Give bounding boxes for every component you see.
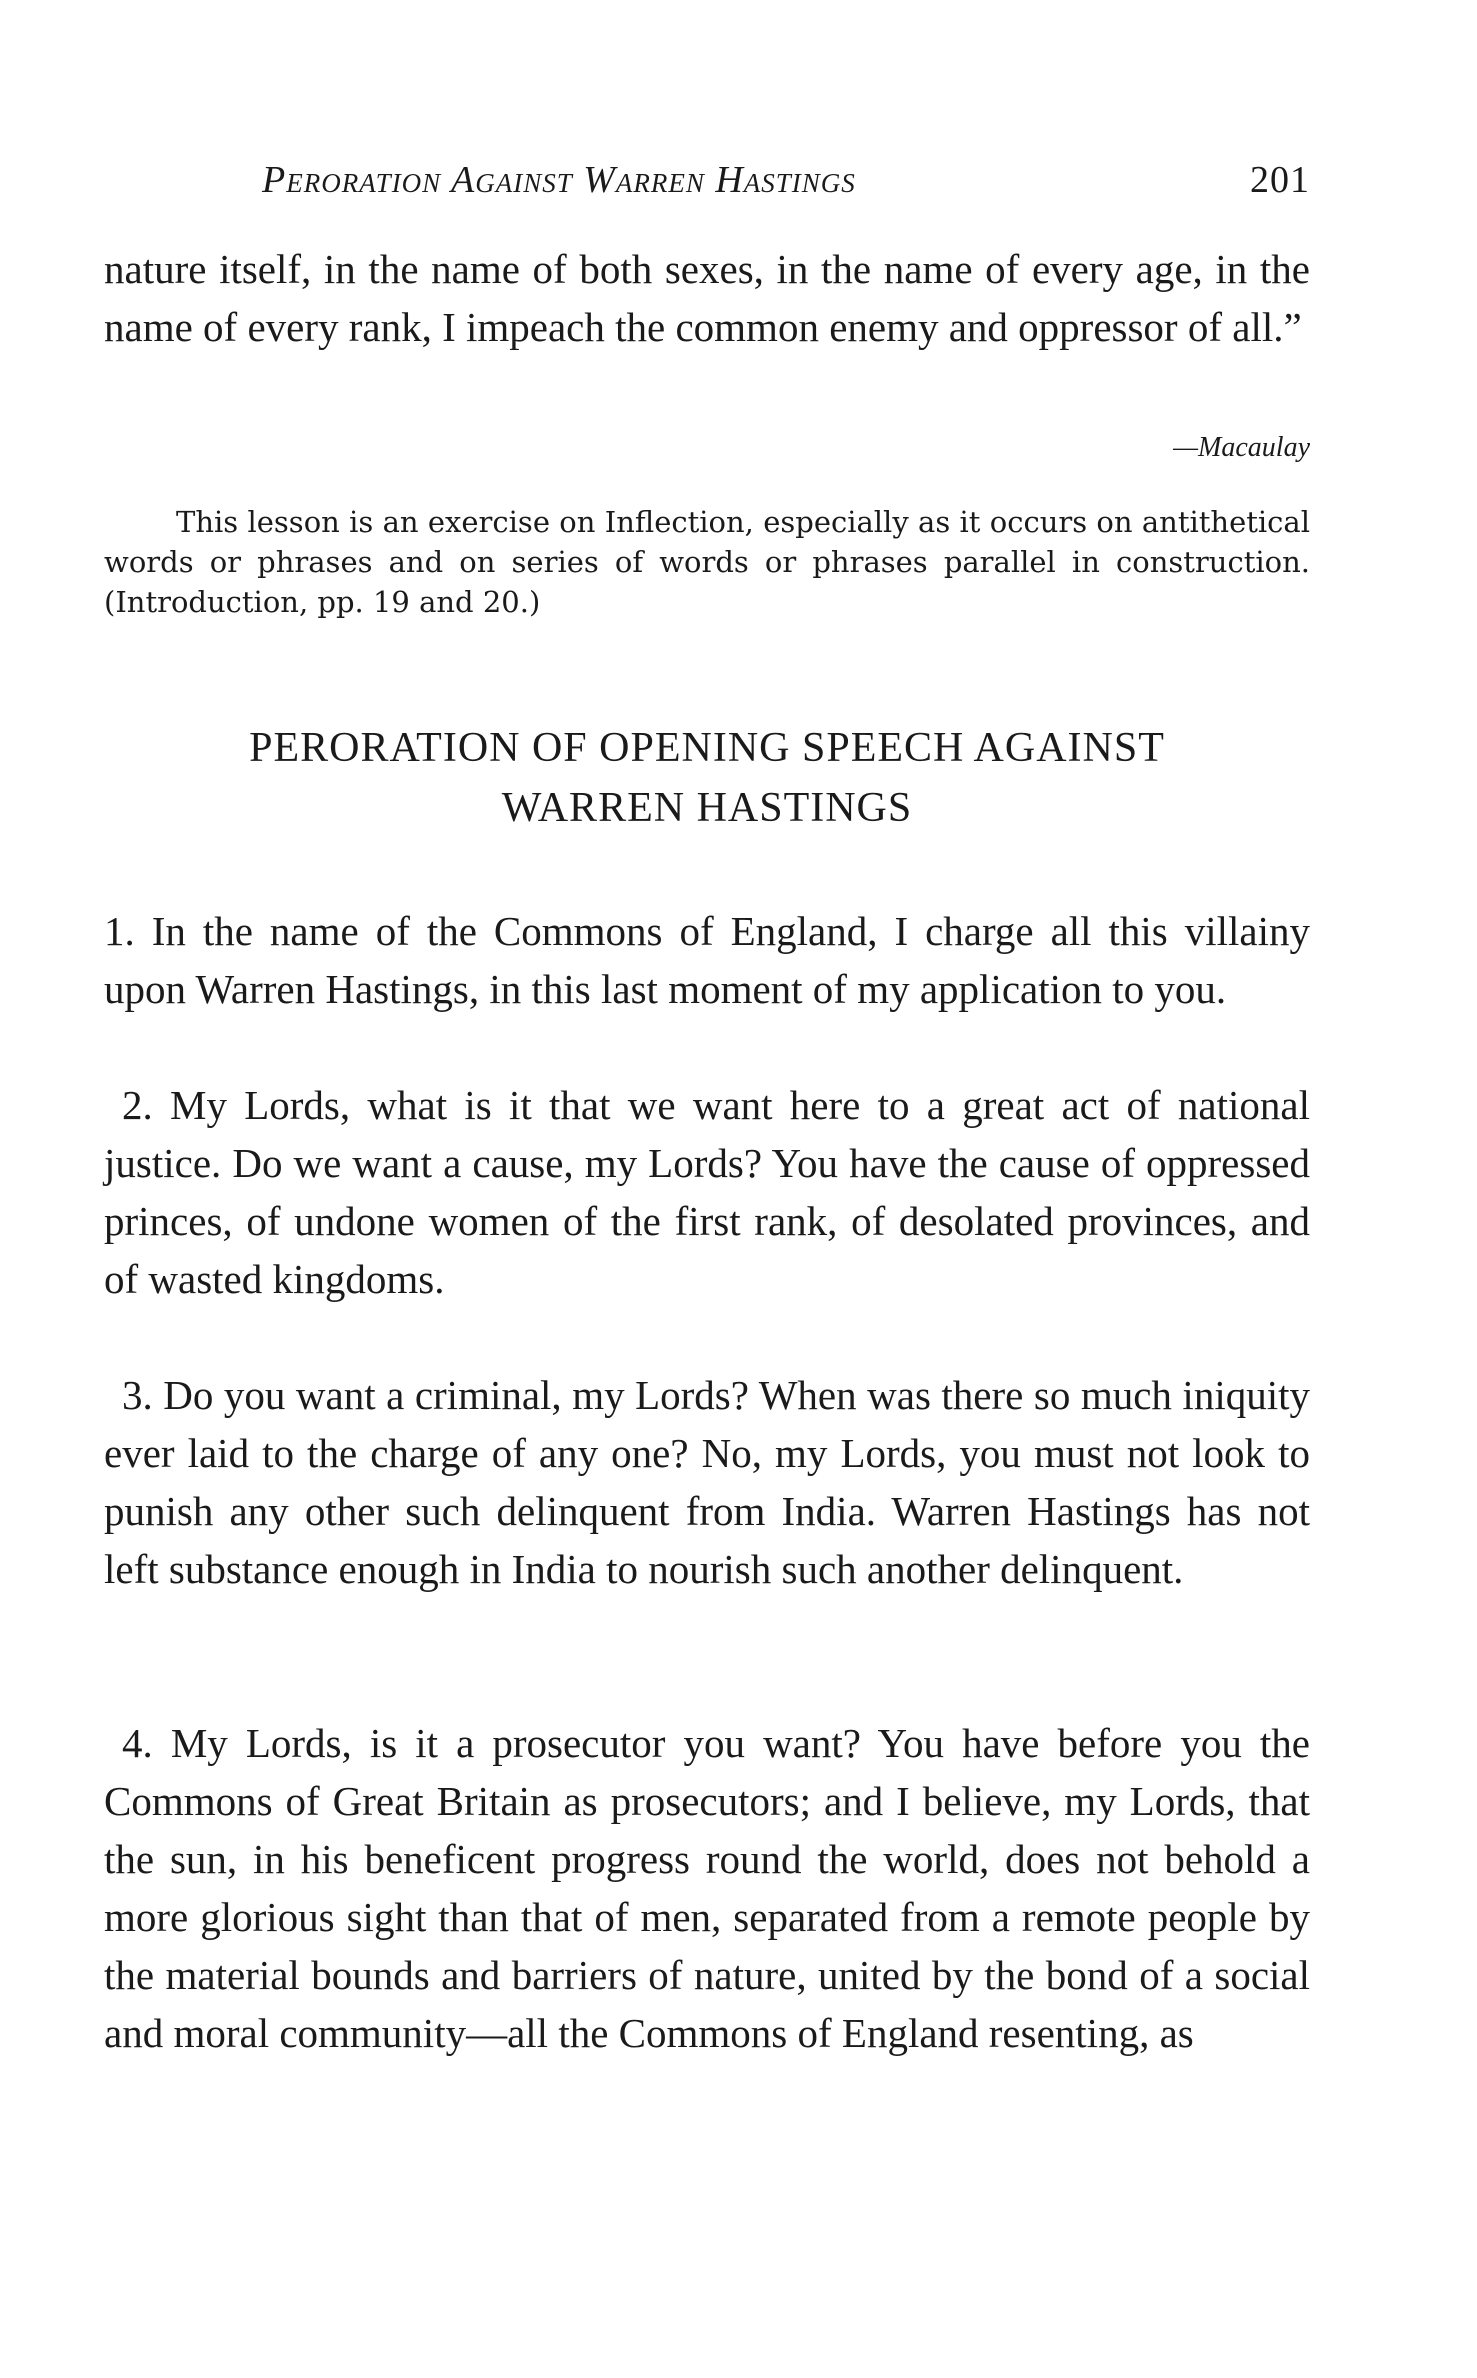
paragraph-number: 2. bbox=[122, 1082, 171, 1128]
paragraph-4 bbox=[104, 1714, 1310, 2062]
paragraph-number: 4. bbox=[122, 1720, 171, 1766]
section-title bbox=[104, 718, 1310, 838]
continuation-text: nature itself, in the name of both sexes, in the name of every age, in the name of every rank, I impeach the common enemy and oppressor of all.” bbox=[104, 246, 1310, 350]
paragraph-text: In the name of the Commons of England, I charge all this villainy upon Warren Hastings, in this last moment of my application to you. bbox=[104, 908, 1311, 1012]
attribution: —Macaulay bbox=[1173, 432, 1310, 463]
section-title-line-2: WARREN HASTINGS bbox=[501, 785, 913, 831]
paragraph-3 bbox=[104, 1366, 1310, 1598]
paragraph-number: 3. bbox=[122, 1372, 164, 1418]
paragraph-2 bbox=[104, 1076, 1310, 1308]
running-head bbox=[104, 158, 1310, 208]
running-title: Peroration Against Warren Hastings bbox=[262, 159, 856, 201]
paragraph-text: My Lords, is it a prosecutor you want? You have before you the Commons of Great Britain as prosecutors; and I believe, my Lords, that the sun, in his beneficent progress round the world, does not behold a more glorious sight than that of men, separated from a remote people by the material bounds and barriers of nature, united by the bond of a social and moral community—all the Commons of England resenting, as bbox=[104, 1720, 1310, 2056]
page-number: 201 bbox=[1250, 159, 1310, 201]
paragraph-text: My Lords, what is it that we want here to a great act of national justice. Do we want a cause, my Lords? You have the cause of oppressed princes, of undone women of the first rank, of desolated provinces, and of wasted kingdoms. bbox=[104, 1082, 1310, 1302]
lesson-note: This lesson is an exercise on Inflection, especially as it occurs on antithetical words or phrases and on series of words or phrases parallel in construction. (Introduction, pp. 19 and 20.) bbox=[104, 505, 1310, 619]
paragraph-1 bbox=[104, 902, 1310, 1018]
section-title-line-1: PERORATION OF OPENING SPEECH AGAINST bbox=[249, 725, 1165, 771]
paragraph-text: Do you want a criminal, my Lords? When was there so much iniquity ever laid to the charge of any one? No, my Lords, you must not look to punish any other such delinquent from India. Warren Hastings has not left substance enough in India to nourish such another delinquent. bbox=[104, 1372, 1310, 1592]
paragraph-number: 1. bbox=[104, 908, 152, 954]
